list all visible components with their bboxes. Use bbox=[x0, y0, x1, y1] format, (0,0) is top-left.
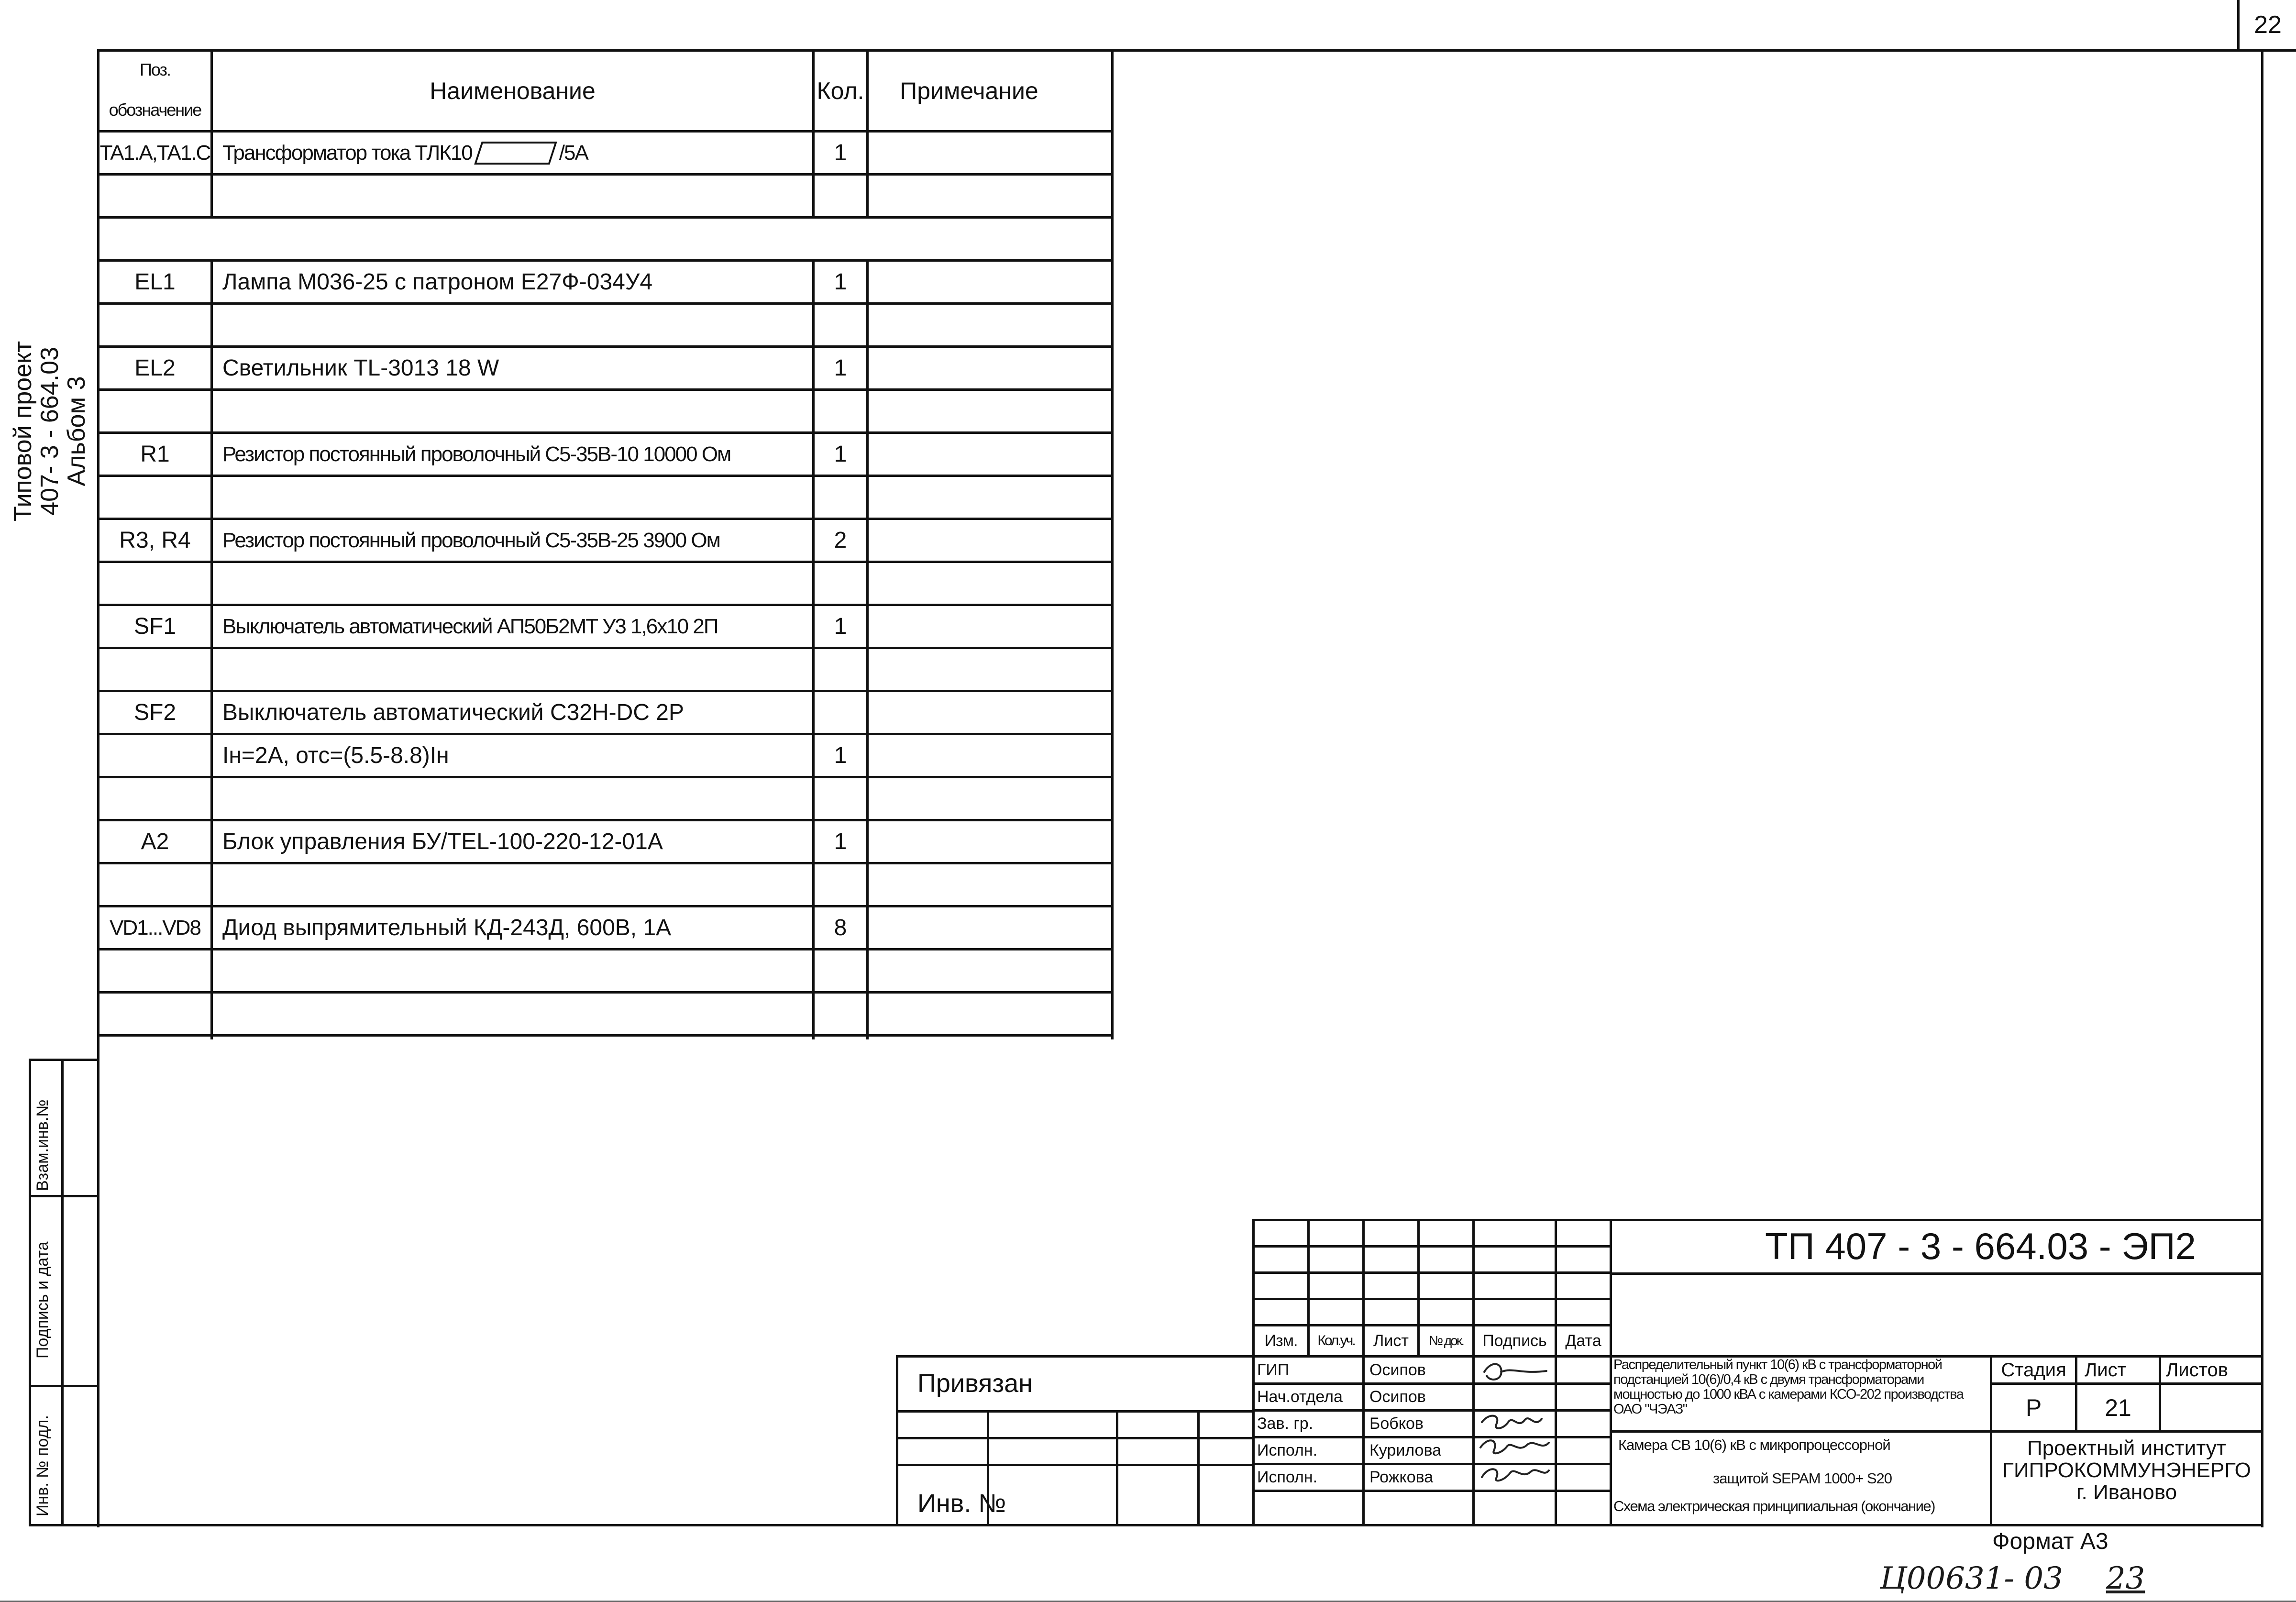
row-name: Светильник TL-3013 18 W bbox=[222, 355, 499, 381]
object-title: Распределительный пункт 10(6) кВ с трансформаторной подстанцией 10(6)/0,4 кВ с двумя трансформаторами мощностью до 1000 кВА с камерами КСО-202 производства ОАО "ЧЭАЗ" bbox=[1613, 1358, 1964, 1417]
name-nach-otdela: Осипов bbox=[1369, 1388, 1426, 1406]
row-name: Выключатель автоматический С32Н-DC 2P bbox=[222, 700, 684, 725]
grid-line bbox=[1111, 49, 1114, 1039]
col-date: Дата bbox=[1565, 1331, 1601, 1350]
sheet-value: 21 bbox=[2105, 1394, 2131, 1421]
frame-bottom bbox=[29, 1524, 2263, 1526]
grid-line bbox=[1252, 1298, 1611, 1300]
row-name: Диод выпрямительный КД-243Д, 600В, 1А bbox=[222, 915, 672, 940]
name-gip: Осипов bbox=[1369, 1360, 1426, 1379]
role-ispoln-2: Исполн. bbox=[1257, 1468, 1318, 1486]
row-name: Лампа М036-25 с патроном Е27Ф-034У4 bbox=[222, 269, 653, 295]
row-pos: SF1 bbox=[133, 614, 177, 639]
row-name-suffix: /5A bbox=[559, 141, 588, 165]
signature-zav-gr bbox=[1482, 1416, 1542, 1428]
sheet-title-2: защитой SEPAM 1000+ S20 bbox=[1713, 1469, 1892, 1487]
row-qty: 8 bbox=[834, 915, 847, 940]
sheet-title-1: Камера СВ 10(6) кВ с микропроцессорной bbox=[1618, 1436, 1890, 1453]
handwritten-code-text: Ц00631- 03 bbox=[1880, 1561, 2063, 1596]
grid-line bbox=[1610, 1219, 1612, 1526]
stamp-podpis: Подпись и дата bbox=[33, 1241, 52, 1359]
grid-line bbox=[97, 173, 1114, 176]
handwritten-page: 23 bbox=[2106, 1561, 2145, 1596]
row-pos: SF2 bbox=[133, 700, 177, 725]
sheets-label: Листов bbox=[2166, 1359, 2228, 1381]
grid-line bbox=[1116, 1410, 1118, 1526]
row-qty: 1 bbox=[834, 442, 847, 467]
role-ispoln-1: Исполн. bbox=[1257, 1441, 1318, 1459]
separator-row bbox=[99, 219, 1111, 259]
side-stamp-border bbox=[29, 1060, 31, 1526]
header-name: Наименование bbox=[430, 77, 596, 104]
side-label-line3: Альбом 3 bbox=[63, 376, 90, 486]
row-qty bbox=[815, 692, 866, 733]
org-line-3: г. Иваново bbox=[2076, 1480, 2177, 1504]
grid-line bbox=[97, 647, 1114, 649]
signature-ispoln-2 bbox=[1482, 1469, 1549, 1480]
row-pos: EL1 bbox=[134, 269, 176, 295]
grid-line bbox=[97, 475, 1114, 477]
signature-ispoln-1 bbox=[1480, 1440, 1549, 1453]
row-name-text: Трансформатор тока ТЛК10 bbox=[222, 141, 472, 165]
grid-line bbox=[1252, 1219, 1255, 1526]
stamp-vzam: Взам.инв.№ bbox=[33, 1099, 52, 1191]
blank-ratio-field bbox=[474, 142, 557, 165]
side-label-line2: 407- 3 - 664.03 bbox=[36, 347, 64, 516]
sheets-value bbox=[2161, 1385, 2262, 1430]
row-pos: TA1.A,TA1.C bbox=[99, 141, 210, 165]
row-name: Резистор постоянный проволочный С5-35В-10 10000 Ом bbox=[222, 442, 731, 466]
row-qty: 1 bbox=[834, 269, 847, 295]
grid-line bbox=[97, 776, 1114, 778]
grid-line bbox=[97, 1034, 1114, 1037]
name-ispoln-2: Рожкова bbox=[1369, 1468, 1434, 1486]
grid-line bbox=[97, 302, 1114, 305]
stage-label: Стадия bbox=[2001, 1359, 2066, 1381]
name-ispoln-1: Курилова bbox=[1369, 1441, 1442, 1459]
grid-line bbox=[1610, 1272, 2263, 1275]
col-signature: Подпись bbox=[1482, 1331, 1547, 1350]
row-qty: 1 bbox=[834, 743, 847, 768]
row-name: Блок управления БУ/TEL-100-220-12-01А bbox=[222, 829, 663, 854]
grid-line bbox=[97, 948, 1114, 950]
format-label: Формат А3 bbox=[1992, 1528, 2108, 1554]
grid-line bbox=[1252, 1490, 1611, 1492]
side-stamp-border bbox=[29, 1059, 99, 1061]
inv-no-label: Инв. № bbox=[917, 1489, 1006, 1518]
org-line-2: ГИПРОКОММУНЭНЕРГО bbox=[2002, 1458, 2251, 1482]
header-pos-2: обозначение bbox=[109, 100, 201, 120]
row-qty: 2 bbox=[834, 528, 847, 553]
row-pos: EL2 bbox=[134, 355, 176, 381]
row-pos bbox=[99, 735, 210, 776]
role-zav-gr: Зав. гр. bbox=[1257, 1414, 1314, 1433]
grid-line bbox=[210, 49, 213, 1039]
col-izm: Изм. bbox=[1264, 1331, 1298, 1350]
row-qty: 1 bbox=[834, 140, 847, 166]
sheet-label: Лист bbox=[2085, 1359, 2126, 1381]
row-name: Резистор постоянный проволочный С5-35В-25 3900 Ом bbox=[222, 528, 720, 552]
grid-line bbox=[97, 388, 1114, 391]
grid-line bbox=[1252, 1271, 1611, 1274]
grid-line bbox=[1610, 1430, 1990, 1433]
organisation bbox=[1992, 1437, 2261, 1503]
grid-line bbox=[97, 862, 1114, 864]
stamp-inv-podl: Инв. № подл. bbox=[33, 1415, 52, 1516]
grid-line bbox=[1197, 1410, 1200, 1526]
project-side-label bbox=[10, 341, 90, 521]
side-stamp-border bbox=[29, 1385, 99, 1387]
side-label-line1: Типовой проект bbox=[9, 341, 37, 521]
col-kol-uch: Кол.уч. bbox=[1317, 1333, 1355, 1348]
grid-line bbox=[97, 991, 1114, 994]
grid-line bbox=[1362, 1219, 1365, 1526]
row-pos: R1 bbox=[140, 442, 170, 467]
role-gip: ГИП bbox=[1257, 1360, 1290, 1379]
header-qty: Кол. bbox=[817, 77, 864, 104]
col-list: Лист bbox=[1373, 1331, 1409, 1350]
side-stamp-border bbox=[29, 1195, 99, 1197]
stage-value: Р bbox=[2025, 1394, 2042, 1421]
header-note: Примечание bbox=[900, 77, 1038, 104]
side-stamp-border bbox=[61, 1060, 64, 1526]
grid-line bbox=[896, 1355, 898, 1526]
row-name bbox=[222, 133, 812, 173]
signatures bbox=[1475, 1358, 1555, 1490]
signature-gip bbox=[1484, 1364, 1546, 1380]
row-name: Iн=2А, отс=(5.5-8.8)Iн bbox=[222, 743, 449, 768]
role-nach-otdela: Нач.отдела bbox=[1257, 1388, 1343, 1406]
row-name: Выключатель автоматический АП50Б2МТ У3 1,6х10 2П bbox=[222, 614, 718, 638]
handwritten-code bbox=[1880, 1559, 2167, 1598]
frame-right bbox=[2261, 49, 2263, 1527]
header-pos-1: Поз. bbox=[140, 59, 170, 79]
sheet-number-border bbox=[2237, 49, 2296, 52]
grid-line bbox=[1555, 1219, 1557, 1526]
sheet-number: 22 bbox=[2254, 11, 2282, 39]
row-qty: 1 bbox=[834, 614, 847, 639]
document-designation: ТП 407 - 3 - 664.03 - ЭП2 bbox=[1765, 1225, 2196, 1267]
privyazan-label: Привязан bbox=[917, 1369, 1033, 1398]
row-pos: A2 bbox=[141, 829, 169, 854]
grid-line bbox=[1252, 1245, 1611, 1248]
grid-line bbox=[866, 49, 869, 1039]
grid-line bbox=[1990, 1430, 2263, 1433]
row-qty: 1 bbox=[834, 355, 847, 381]
sheet-title-3: Схема электрическая принципиальная (окончание) bbox=[1613, 1497, 1935, 1514]
grid-line bbox=[97, 561, 1114, 563]
row-pos: R3, R4 bbox=[119, 528, 191, 553]
row-pos: VD1...VD8 bbox=[110, 916, 200, 939]
org-line-1: Проектный институт bbox=[2027, 1436, 2227, 1460]
row-qty: 1 bbox=[834, 829, 847, 854]
name-zav-gr: Бобков bbox=[1369, 1414, 1424, 1433]
col-doc-no: № док. bbox=[1429, 1333, 1463, 1348]
